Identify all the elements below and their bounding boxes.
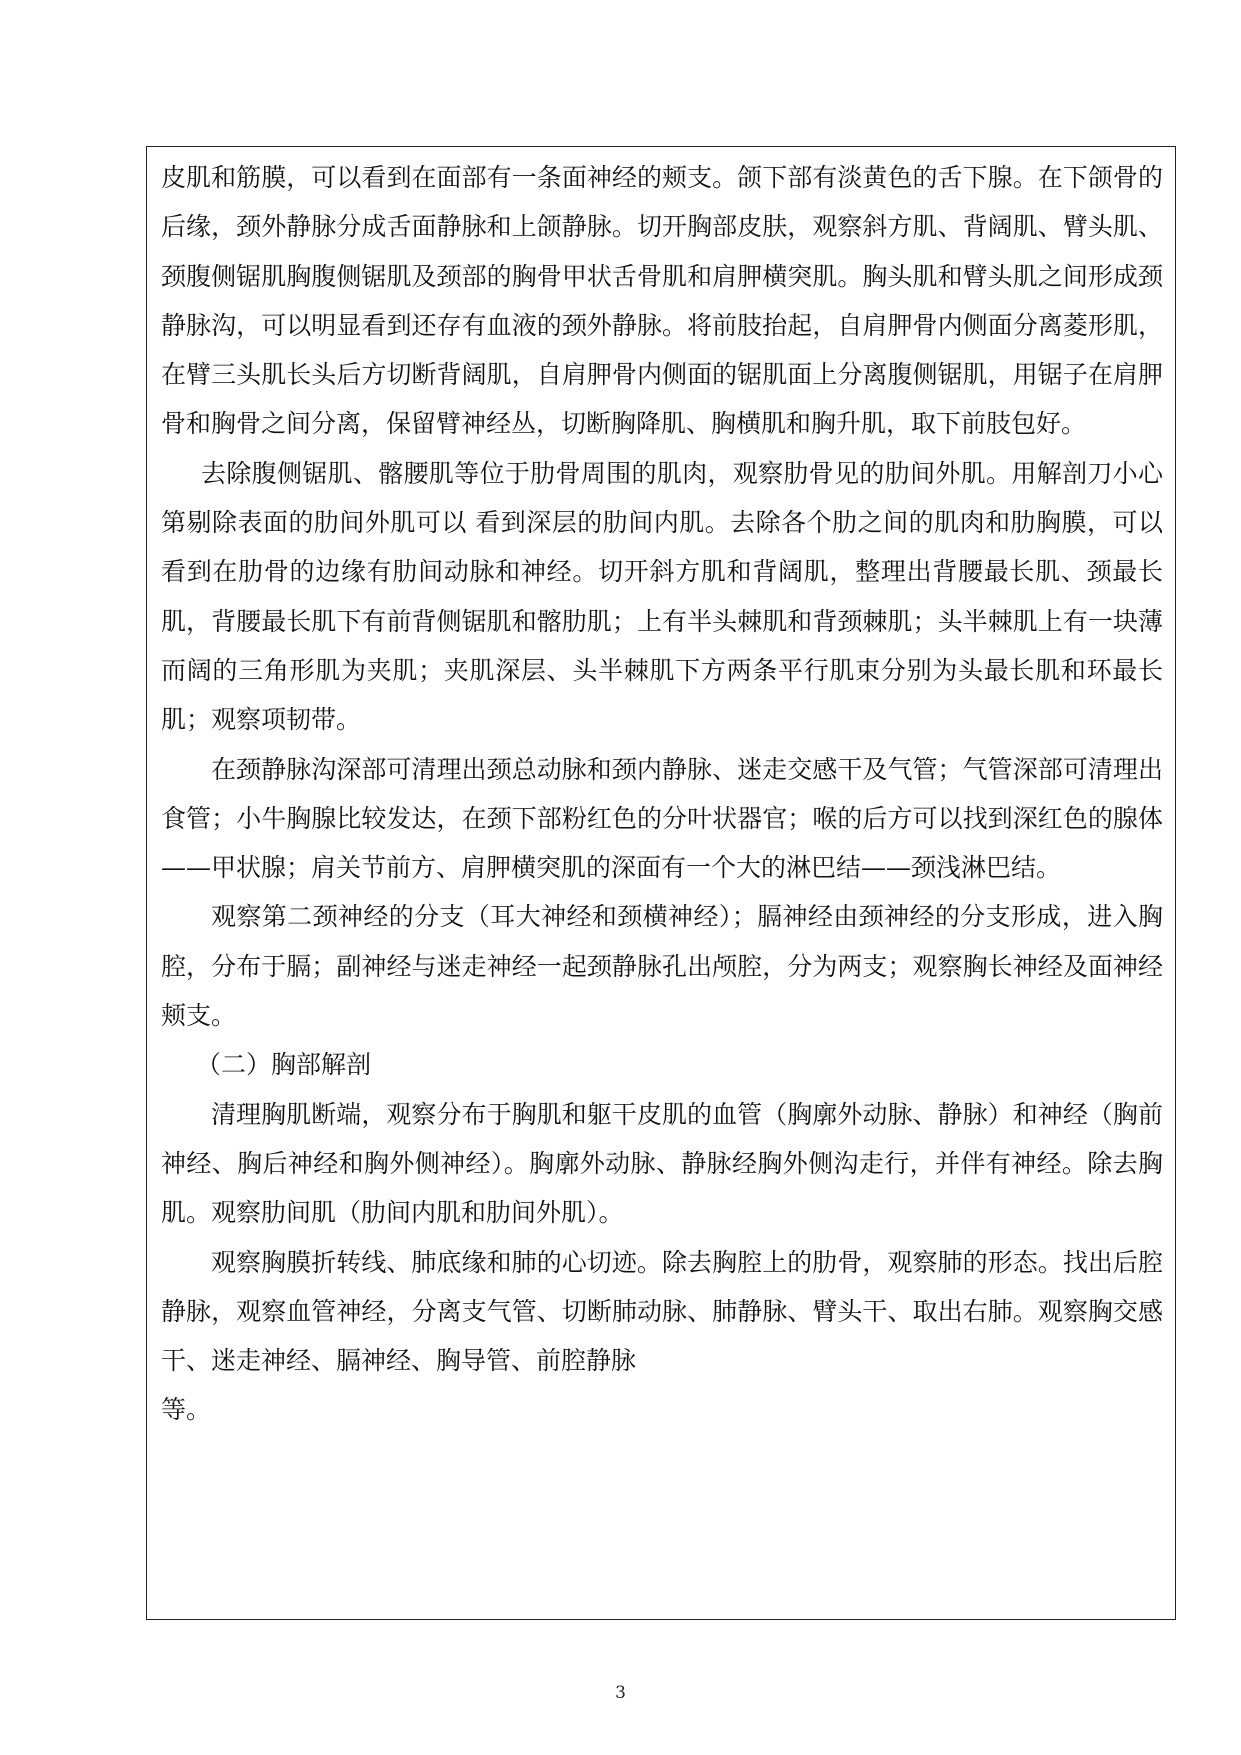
section-heading-thorax: （二）胸部解剖 [196,1050,372,1080]
paragraph-pectoral-muscles: 清理胸肌断端，观察分布于胸肌和躯干皮肌的血管（胸廓外动脉、静脉）和神经（胸前神经、胸后神经和胸外侧神经）。胸廓外动脉、静脉经胸外侧沟走行，并伴有神经。除去胸肌。观察肋间肌（肋间内肌和肋间外肌）。 [161,1099,1163,1228]
paragraph-trailing-text: 等。 [161,1395,212,1425]
page-number: 3 [615,1683,626,1703]
paragraph-intercostal-muscles: 去除腹侧锯肌、髂腰肌等位于肋骨周围的肌肉，观察肋骨见的肋间外肌。用解剖刀小心第剔除表面的肋间外肌可以 看到深层的肋间内肌。去除各个肋之间的肌肉和肋胸膜，可以看到在肋骨的边缘有肋间动脉和神经。切开斜方肌和背阔肌，整理出背腰最长肌、颈最长肌，背腰最长肌下有前背侧锯肌和髂肋肌；上有半头棘肌和背颈棘肌；头半棘肌上有一块薄而阔的三角形肌为夹肌；夹肌深层、头半棘肌下方两条平行肌束分别为头最长肌和环最长肌；观察项韧带。 [161,458,1163,735]
paragraph-forelimb-dissection: 皮肌和筋膜，可以看到在面部有一条面神经的颊支。颌下部有淡黄色的舌下腺。在下颌骨的后缘，颈外静脉分成舌面静脉和上颌静脉。切开胸部皮肤，观察斜方肌、背阔肌、臂头肌、颈腹侧锯肌胸腹侧锯肌及颈部的胸骨甲状舌骨肌和肩胛横突肌。胸头肌和臂头肌之间形成颈静脉沟，可以明显看到还存有血液的颈外静脉。将前肢抬起，自肩胛骨内侧面分离菱形肌，在臂三头肌长头后方切断背阔肌，自肩胛骨内侧面的锯肌面上分离腹侧锯肌，用锯子在肩胛骨和胸骨之间分离，保留臂神经丛，切断胸降肌、胸横肌和胸升肌，取下前肢包好。 [161,163,1163,439]
paragraph-pleura-lungs: 观察胸膜折转线、肺底缘和肺的心切迹。除去胸腔上的肋骨，观察肺的形态。找出后腔静脉，观察血管神经，分离支气管、切断肺动脉、肺静脉、臂头干、取出右肺。观察胸交感干、迷走神经、膈神经、胸导管、前腔静脉 [161,1247,1163,1376]
document-frame [146,146,1176,1620]
paragraph-cervical-nerves: 观察第二颈神经的分支（耳大神经和颈横神经）；膈神经由颈神经的分支形成，进入胸腔，分布于膈；副神经与迷走神经一起颈静脉孔出颅腔，分为两支；观察胸长神经及面神经颊支。 [161,902,1163,1031]
document-body [161,153,1163,1435]
paragraph-jugular-groove: 在颈静脉沟深部可清理出颈总动脉和颈内静脉、迷走交感干及气管；气管深部可清理出食管；小牛胸腺比较发达，在颈下部粉红色的分叶状器官；喉的后方可以找到深红色的腺体——甲状腺；肩关节前方、肩胛横突肌的深面有一个大的淋巴结——颈浅淋巴结。 [161,754,1163,883]
